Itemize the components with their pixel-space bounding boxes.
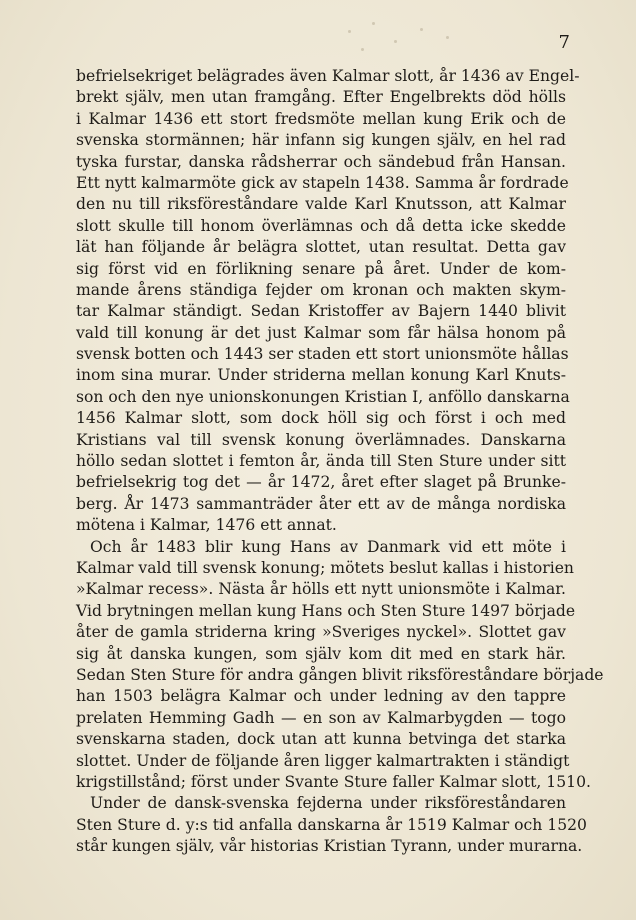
text-line: Sedan Sten Sture för andra gången blivit riksföreståndare började [76, 665, 604, 684]
print-speck [394, 40, 397, 43]
text-line: befrielsekrig tog det — år 1472, året efter slaget på Brunke- [76, 473, 566, 492]
text-line: son och den nye unionskonungen Kristian I, anföllo danskarna [76, 387, 570, 406]
text-line: Och år 1483 blir kung Hans av Danmark vid ett möte i [90, 537, 566, 556]
print-speck [420, 28, 423, 31]
paragraph-2 [76, 537, 604, 794]
text-line: sig åt danska kungen, som själv kom dit med en stark här. [76, 644, 566, 663]
print-speck [446, 36, 449, 39]
text-line: svensk botten och 1443 ser staden ett stort unionsmöte hållas [76, 345, 569, 364]
text-line: befrielsekriget belägrades även Kalmar slott, år 1436 av Engel- [76, 67, 580, 85]
text-line: Kristians val till svensk konung överlämnades. Danskarna [76, 430, 566, 449]
text-line: Sten Sture d. y:s tid anfalla danskarna år 1519 Kalmar och 1520 [76, 815, 587, 834]
text-line: Vid brytningen mellan kung Hans och Sten Sture 1497 började [76, 601, 576, 620]
text-line: inom sina murar. Under striderna mellan konung Karl Knuts- [76, 366, 566, 385]
paragraph-3 [76, 793, 587, 857]
print-speck [348, 30, 351, 33]
text-line: slottet. Under de följande åren ligger kalmartrakten i ständigt [76, 751, 570, 770]
text-line: den nu till riksföreståndare valde Karl Knutsson, att Kalmar [76, 195, 566, 214]
text-line: Ett nytt kalmarmöte gick av stapeln 1438. Samma år fordrade [76, 173, 569, 192]
text-line: i Kalmar 1436 ett stort fredsmöte mellan kung Erik och de [76, 109, 566, 128]
text-line: Kalmar vald till svensk konung; mötets beslut kallas i historien [76, 558, 574, 577]
text-line: krigstillstånd; först under Svante Sture faller Kalmar slott, 1510. [76, 772, 591, 791]
text-line: vald till konung är det just Kalmar som får hälsa honom på [76, 323, 566, 342]
body-text [76, 66, 604, 857]
text-line: Under de dansk-svenska fejderna under riksföreståndaren [90, 794, 566, 813]
text-line: han 1503 belägra Kalmar och under ledning av den tappre [76, 687, 566, 706]
text-line: höllo sedan slottet i femton år, ända till Sten Sture under sitt [76, 452, 566, 471]
text-line: mande årens ständiga fejder om kronan och makten skym- [76, 280, 566, 299]
page-number: 7 [558, 32, 570, 53]
text-line: svenska stormännen; här infann sig kungen själv, en hel rad [76, 131, 566, 150]
text-line: sig först vid en förlikning senare på året. Under de kom- [76, 259, 566, 278]
text-line: tar Kalmar ständigt. Sedan Kristoffer av Bajern 1440 blivit [76, 302, 566, 321]
text-line: åter de gamla striderna kring »Sveriges nyckel». Slottet gav [76, 623, 566, 642]
text-line: brekt själv, men utan framgång. Efter Engelbrekts död hölls [76, 88, 566, 107]
text-line: mötena i Kalmar, 1476 ett annat. [76, 516, 337, 535]
text-line: svenskarna staden, dock utan att kunna betvinga det starka [76, 730, 566, 749]
text-line: berg. År 1473 sammanträder åter ett av de många nordiska [76, 494, 566, 513]
print-speck [372, 22, 375, 25]
text-line: 1456 Kalmar slott, som dock höll sig och först i och med [76, 409, 566, 428]
text-line: lät han följande år belägra slottet, utan resultat. Detta gav [76, 238, 566, 257]
text-line: »Kalmar recess». Nästa år hölls ett nytt unionsmöte i Kalmar. [76, 580, 566, 599]
text-line: står kungen själv, vår historias Kristian Tyrann, under murarna. [76, 837, 583, 856]
text-line: prelaten Hemming Gadh — en son av Kalmarbygden — togo [76, 708, 566, 727]
text-line: slott skulle till honom överlämnas och då detta icke skedde [76, 216, 566, 235]
text-line: tyska furstar, danska rådsherrar och sändebud från Hansan. [76, 152, 566, 171]
paragraph-1 [76, 66, 580, 537]
print-speck [361, 48, 364, 51]
